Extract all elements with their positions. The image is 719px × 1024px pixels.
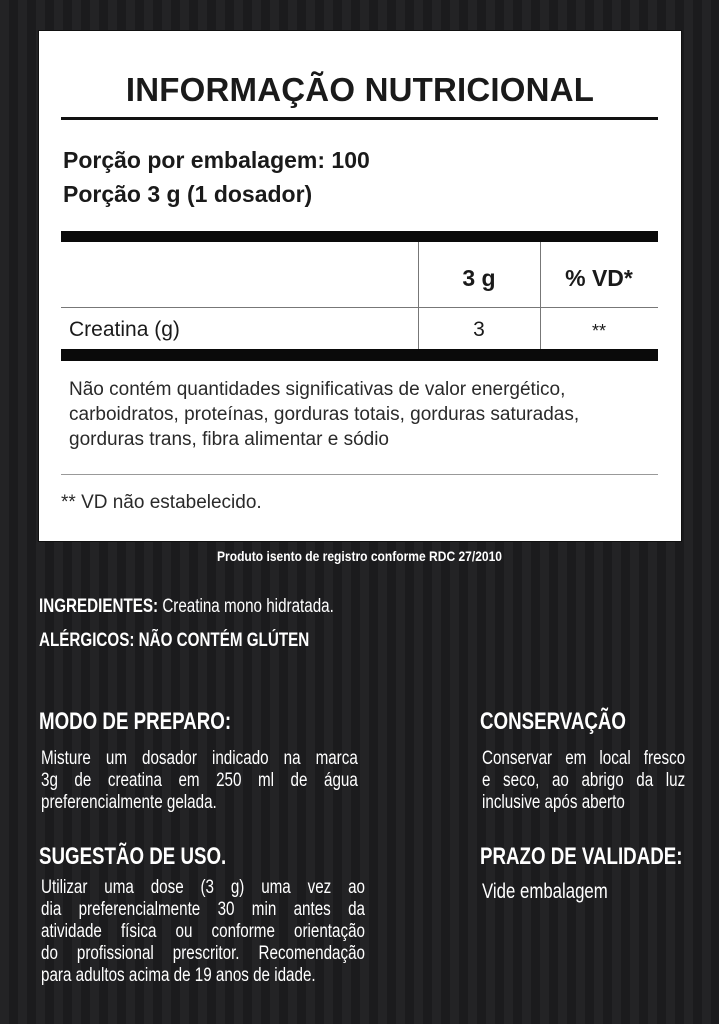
validity-title: PRAZO DE VALIDADE: [480,843,683,870]
table-bottom-bar [61,349,658,361]
conservation-text [482,748,685,814]
ingredients-line [39,596,334,618]
column-header-amount: 3 g [462,265,496,291]
text-line: do profissional prescritor. Recomendação [41,943,365,964]
column-header-vd: % VD* [565,265,633,291]
nutrition-title: INFORMAÇÃO NUTRICIONAL [125,71,595,108]
text-line: Conservar em local fresco [482,748,686,769]
nutrient-vd: ** [591,321,606,341]
note-line: carboidratos, proteínas, gorduras totais, gorduras saturadas, [69,404,580,425]
table-top-bar [61,231,658,242]
conservation-title: CONSERVAÇÃO [480,708,626,735]
text-line: atividade física ou conforme orientação [41,921,365,942]
ingredients-value: Creatina mono hidratada. [162,596,334,617]
registration-note: Produto isento de registro conforme RDC 27/2010 [216,548,503,564]
text-line: dia preferencialmente 30 min antes da [41,899,365,920]
portions-per-pack: Porção por embalagem: 100 [63,147,370,173]
not-significant-note [69,377,659,452]
allergens-line: ALÉRGICOS: NÃO CONTÉM GLÚTEN [39,630,310,651]
preparation-title: MODO DE PREPARO: [39,708,232,735]
nutrition-facts-panel [38,30,682,542]
vd-footnote: ** VD não estabelecido. [61,492,262,513]
text-line: Misture um dosador indicado na marca [41,748,358,769]
text-line: e seco, ao abrigo da luz [482,770,686,791]
title-rule [61,117,658,120]
note-divider [61,474,658,475]
preparation-text [41,748,358,814]
nutrient-name: Creatina (g) [69,318,180,341]
text-line: 3g de creatina em 250 ml de água [41,770,358,791]
nutrient-amount: 3 [473,318,485,341]
usage-text [41,877,365,987]
ingredients-label: INGREDIENTES: [39,596,159,617]
validity-value: Vide embalagem [482,880,608,903]
text-line: inclusive após aberto [482,792,625,813]
text-line: Utilizar uma dose (3 g) uma vez ao [41,877,365,898]
usage-title: SUGESTÃO DE USO. [39,843,227,870]
note-line: gorduras trans, fibra alimentar e sódio [69,429,389,450]
header-divider [61,307,658,308]
portion-size: Porção 3 g (1 dosador) [63,181,313,207]
text-line: preferencialmente gelada. [41,792,217,813]
note-line: Não contém quantidades significativas de valor energético, [69,379,566,400]
text-line: para adultos acima de 19 anos de idade. [41,965,316,986]
